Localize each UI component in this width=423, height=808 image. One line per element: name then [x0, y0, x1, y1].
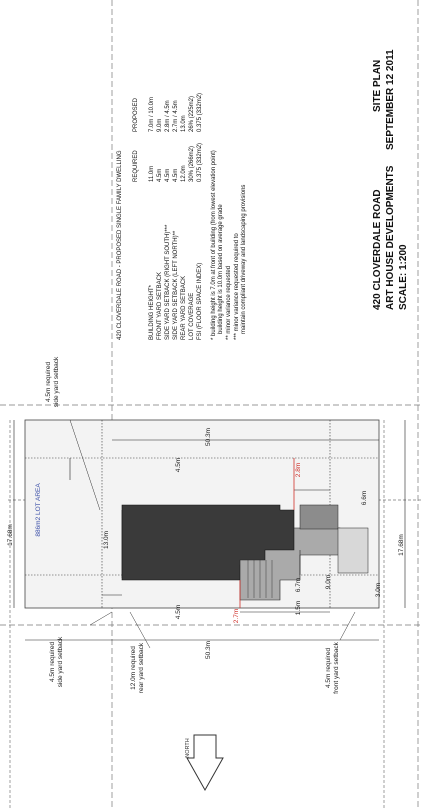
note-0: * building height is 7.0m at front of building (from lowest elevation point)	[211, 150, 217, 340]
row-label-4: REAR YARD SETBACK	[181, 275, 187, 340]
dim-rear-setback: 4.5m	[175, 457, 182, 473]
row-label-0: BUILDING HEIGHT*	[149, 284, 155, 340]
dim-depth-bottom: 50.3m	[205, 640, 212, 660]
lot-area-label: 886m2 LOT AREA	[35, 483, 42, 537]
dim-gap-left: 1.5m	[295, 600, 302, 616]
plan-title: SITE PLAN	[372, 59, 383, 112]
row-label-5: LOT COVERAGE	[189, 292, 195, 340]
title-block	[372, 49, 409, 310]
row-prop-6: 0.375 (332m2)	[197, 92, 203, 132]
callout-side-bl-2: side yard setback	[57, 636, 64, 688]
row-req-1: 4.5m	[157, 168, 163, 182]
callout-rear-2: rear yard setback	[138, 642, 145, 694]
row-req-3: 4.5m	[173, 168, 179, 182]
row-label-1: FRONT YARD SETBACK	[157, 271, 163, 340]
address: 420 CLOVERDALE ROAD	[372, 189, 383, 310]
table-heading: 420 CLOVERDALE ROAD - PROPOSED SINGLE FAMILY DWELLING	[117, 150, 123, 340]
north-arrow	[185, 735, 223, 790]
north-label: NORTH	[185, 738, 191, 758]
row-label-3: SIDE YARD SETBACK (LEFT NORTH)**	[173, 230, 179, 340]
dim-side-right: 2.8m	[295, 462, 302, 478]
dim-garage: 6.6m	[361, 490, 368, 506]
callout-side-top-1: 4.5m required	[45, 361, 52, 403]
col-proposed: PROPOSED	[133, 97, 139, 132]
dim-front-yard: 9.0m	[325, 574, 332, 590]
row-req-2: 4.5m	[165, 168, 171, 182]
callout-front-2: front yard setback	[333, 642, 340, 694]
row-prop-3: 2.7m / 4.5m	[173, 100, 179, 132]
row-label-6: FSI (FLOOR SPACE INDEX)	[197, 262, 203, 340]
callout-side-top-2: side yard setback	[53, 356, 60, 408]
porch-step	[338, 528, 368, 573]
note-2: ** minor variance requested	[226, 265, 232, 340]
dim-front-setback: 4.5m	[175, 604, 182, 620]
north-arrow-icon	[187, 735, 223, 790]
scale: SCALE: 1:200	[398, 244, 409, 310]
row-req-0: 11.0m	[149, 165, 155, 182]
note-3: *** minor variance requested required to	[234, 233, 240, 340]
row-prop-2: 2.8m / 4.5m	[165, 100, 171, 132]
callout-front-1: 4.5m required	[325, 647, 332, 689]
callout-side-bl-1: 4.5m required	[49, 641, 56, 683]
callout-rear-1: 12.0m required	[130, 646, 137, 690]
dim-porch: 6.7m	[295, 577, 302, 593]
company: ART HOUSE DEVELOPMENTS	[385, 165, 396, 310]
dim-depth-top: 50.3m	[205, 427, 212, 447]
row-label-2: SIDE YARD SETBACK (RIGHT SOUTH)***	[165, 224, 171, 340]
note-1: building height is 10.0m based on average grade	[218, 204, 224, 334]
dim-house-width: 13.0m	[103, 530, 110, 550]
row-req-4: 12.0m	[181, 165, 187, 182]
row-prop-5: 26% (225m2)	[189, 95, 195, 132]
row-prop-1: 9.0m	[157, 118, 163, 132]
plan-date: SEPTEMBER 12 2011	[385, 49, 396, 150]
zoning-table	[117, 93, 247, 340]
dim-step: 3.0m	[375, 582, 382, 598]
dim-width-bottom: 17.68m	[398, 534, 405, 556]
row-prop-4: 13.0m	[181, 115, 187, 132]
dim-side-left: 2.7m	[233, 608, 240, 624]
row-req-6: 0.375 (332m2)	[197, 142, 203, 182]
note-4: maintain compliant driveway and landscaping provisions	[241, 184, 247, 334]
row-req-5: 30% (266m2)	[189, 145, 195, 182]
dim-width-top: 17.68m	[7, 524, 14, 546]
row-prop-0: 7.0m / 10.0m	[149, 96, 155, 132]
garage-block	[300, 505, 338, 529]
col-required: REQUIRED	[133, 150, 139, 182]
